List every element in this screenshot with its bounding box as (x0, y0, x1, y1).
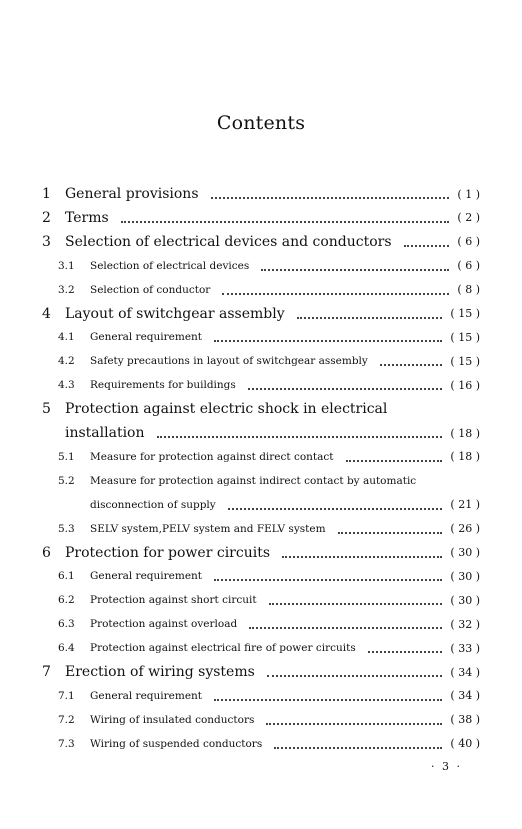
toc-entry-page: ( 8 ) (457, 283, 480, 297)
toc-entry-number: 7.2 (58, 713, 75, 726)
toc-entry-page: ( 15 ) (450, 330, 480, 344)
toc-entry-number: 5 (42, 401, 51, 418)
toc-entry-number: 3.2 (58, 283, 75, 296)
toc-chapter-entry (0, 183, 522, 205)
toc-dot-leader (297, 316, 442, 319)
toc-entry-page: ( 26 ) (450, 522, 480, 536)
toc-entry-title: installation (65, 425, 145, 441)
toc-entry-number: 5.3 (58, 522, 75, 535)
toc-entry-page: ( 21 ) (450, 498, 480, 512)
toc-entry-number: 2 (42, 209, 51, 226)
toc-entry-number: 4.3 (58, 379, 75, 392)
toc-section-entry (0, 589, 522, 611)
toc-entry-title: General requirement (90, 689, 203, 702)
toc-entry-page: ( 34 ) (450, 689, 480, 703)
toc-dot-leader (380, 363, 442, 366)
toc-entry-title: Selection of electrical devices (90, 259, 250, 272)
toc-dot-leader (404, 244, 449, 247)
toc-chapter-entry (0, 231, 522, 253)
toc-entry-title: Protection against short circuit (90, 594, 257, 607)
toc-section-entry (0, 709, 522, 731)
toc-entry-number: 1 (42, 186, 51, 202)
toc-section-entry (0, 446, 522, 468)
toc-entry-page: ( 30 ) (450, 546, 480, 559)
toc-entry-page: ( 6 ) (457, 235, 480, 249)
toc-section-entry (0, 494, 522, 516)
toc-dot-leader (267, 674, 442, 677)
toc-entry-page: ( 32 ) (450, 617, 480, 631)
toc-dot-leader (214, 698, 442, 701)
toc-entry-title: Selection of electrical devices and conductors (65, 233, 392, 250)
toc-chapter-entry (0, 542, 522, 564)
toc-dot-leader (214, 339, 442, 342)
toc-entry-number: 6.2 (58, 594, 75, 607)
toc-dot-leader (211, 196, 449, 199)
toc-dot-leader (248, 387, 442, 390)
toc-entry-title: Selection of conductor (90, 283, 211, 296)
toc-dot-leader (269, 602, 442, 605)
toc-chapter-entry (0, 398, 522, 420)
toc-entry-number: 6.4 (58, 642, 75, 655)
toc-entry-title: Protection for power circuits (65, 544, 271, 561)
toc-entry-page: ( 15 ) (450, 354, 480, 368)
toc-dot-leader (338, 531, 442, 534)
toc-entry-title: Safety precautions in layout of switchgear assembly (90, 355, 368, 368)
toc-entry-page: ( 18 ) (450, 426, 480, 440)
toc-entry-title: Measure for protection against direct contact (90, 450, 334, 463)
toc-chapter-entry (0, 303, 522, 325)
toc-section-entry (0, 470, 522, 492)
toc-entry-page: ( 30 ) (450, 593, 480, 607)
toc-entry-number: 7.1 (58, 689, 75, 702)
toc-entry-number: 3.1 (58, 259, 75, 272)
toc-dot-leader (274, 746, 442, 749)
toc-dot-leader (157, 435, 442, 438)
toc-entry-title: General provisions (65, 186, 199, 202)
toc-dot-leader (228, 507, 442, 510)
toc-entry-title: Layout of switchgear assembly (65, 305, 285, 322)
toc-dot-leader (266, 722, 442, 725)
toc-entry-page: ( 18 ) (450, 450, 480, 464)
toc-dot-leader (346, 459, 442, 462)
toc-entry-number: 3 (42, 233, 51, 250)
toc-entry-page: ( 30 ) (450, 569, 480, 583)
toc-entry-page: ( 16 ) (450, 378, 480, 392)
toc-entry-page: ( 15 ) (450, 307, 480, 320)
toc-dot-leader (249, 626, 442, 629)
toc-dot-leader (261, 268, 449, 271)
toc-section-entry (0, 565, 522, 587)
toc-entry-title: Protection against electric shock in electrical (65, 401, 388, 418)
toc-entry-title: Protection against overload (90, 618, 238, 631)
toc-section-entry (0, 637, 522, 659)
toc-section-entry (0, 374, 522, 396)
toc-dot-leader (214, 578, 442, 581)
toc-entry-number: 4.1 (58, 331, 75, 344)
toc-section-entry (0, 685, 522, 707)
toc-entry-title: Protection against electrical fire of power circuits (90, 642, 356, 655)
toc-entry-page: ( 38 ) (450, 713, 480, 727)
toc-dot-leader (368, 650, 442, 653)
toc-entry-number: 6.1 (58, 570, 75, 583)
toc-entry-number: 6.3 (58, 618, 75, 631)
toc-entry-number: 5.2 (58, 474, 75, 487)
toc-entry-title: Wiring of suspended conductors (90, 737, 263, 750)
toc-entry-title: Requirements for buildings (90, 379, 236, 392)
toc-chapter-entry (0, 207, 522, 229)
toc-entry-page: ( 1 ) (457, 187, 480, 201)
toc-dot-leader (222, 292, 449, 295)
toc-section-entry (0, 733, 522, 755)
toc-entry-title: Terms (65, 209, 109, 226)
toc-entry-title: General requirement (90, 570, 203, 583)
toc-entry-page: ( 33 ) (450, 641, 480, 655)
toc-entry-page: ( 40 ) (450, 737, 480, 751)
toc-entry-title: SELV system,PELV system and FELV system (90, 522, 326, 535)
toc-section-entry (0, 255, 522, 277)
toc-entry-title: General requirement (90, 331, 203, 344)
toc-entry-page: ( 34 ) (450, 665, 480, 679)
toc-section-entry (0, 279, 522, 301)
toc-entry-title: Erection of wiring systems (65, 664, 255, 680)
toc-entry-number: 5.1 (58, 450, 75, 463)
toc-dot-leader (121, 220, 449, 223)
toc-chapter-entry (0, 422, 522, 444)
toc-entry-number: 7 (42, 664, 51, 680)
toc-entry-number: 6 (42, 544, 51, 561)
toc-entry-title: Wiring of insulated conductors (90, 713, 255, 726)
toc-entry-title: disconnection of supply (90, 498, 216, 511)
toc-section-entry (0, 350, 522, 372)
page-number: · 3 · (431, 760, 462, 773)
toc-section-entry (0, 613, 522, 635)
toc-dot-leader (282, 555, 442, 558)
toc-entry-number: 4 (42, 305, 51, 322)
page-title: Contents (216, 112, 306, 134)
toc-chapter-entry (0, 661, 522, 683)
toc-entry-page: ( 2 ) (457, 211, 480, 225)
toc-entry-number: 4.2 (58, 355, 75, 368)
toc-entry-number: 7.3 (58, 737, 75, 750)
toc-entry-page: ( 6 ) (457, 259, 480, 273)
toc-section-entry (0, 326, 522, 348)
toc-section-entry (0, 518, 522, 540)
toc-entry-title: Measure for protection against indirect contact by automatic (90, 474, 417, 487)
